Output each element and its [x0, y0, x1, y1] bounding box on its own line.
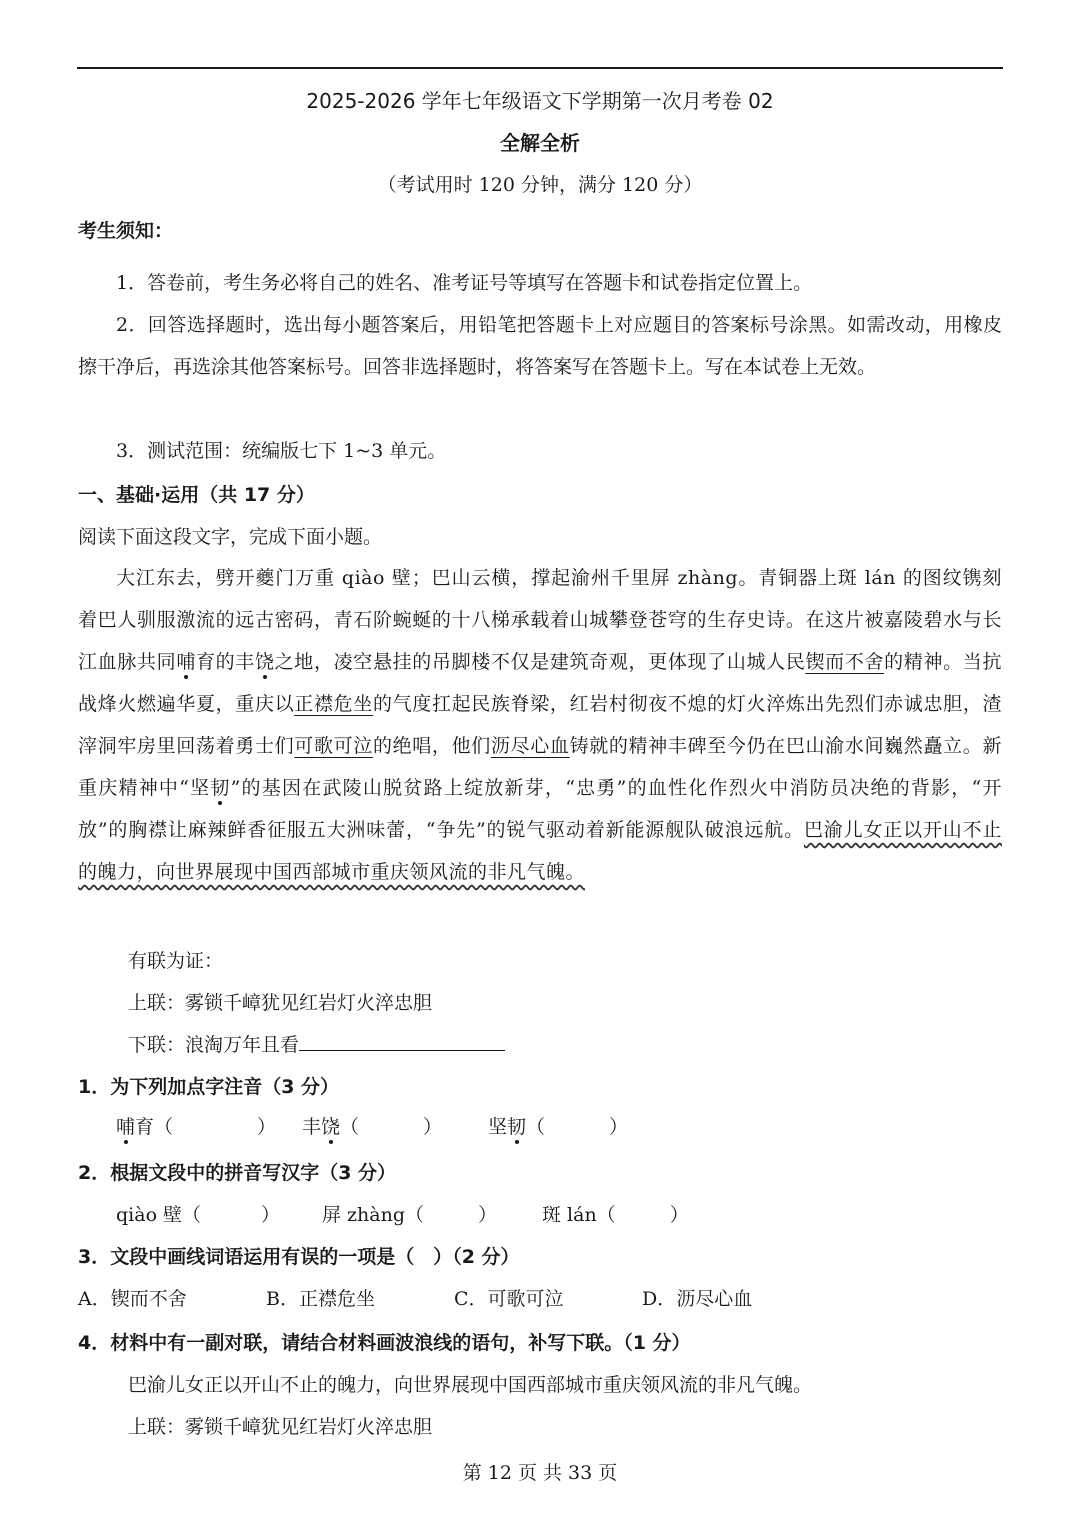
notice-item-1: 1．答卷前，考生务必将自己的姓名、准考证号等填写在答题卡和试卷指定位置上。: [116, 272, 813, 294]
dotted-char: 饶: [254, 651, 275, 673]
notice-item-3: 3．测试范围：统编版七下 1~3 单元。: [116, 440, 447, 462]
question-2-heading: 2．根据文段中的拼音写汉字（3 分）: [78, 1162, 397, 1184]
q2-item: qiào 壁（ ）: [116, 1204, 281, 1226]
couplet-upper: 上联：雾锁千嶂犹见红岩灯火淬忠胆: [128, 992, 433, 1014]
top-rule: [77, 67, 1003, 69]
q1-item: 坚韧（ ）: [488, 1116, 629, 1138]
q4-line-1: 巴渝儿女正以开山不止的魄力，向世界展现中国西部城市重庆领风流的非凡气魄。: [128, 1374, 813, 1396]
q4-line-2: 上联：雾锁千嶂犹见红岩灯火淬忠胆: [128, 1416, 433, 1438]
q1-item: 哺育（ ）: [116, 1116, 277, 1138]
q3-option-b[interactable]: B．正襟危坐: [266, 1288, 375, 1310]
section-heading: 一、基础·运用（共 17 分）: [78, 484, 315, 506]
q2-item: 屏 zhàng（ ）: [322, 1204, 498, 1226]
couplet-intro: 有联为证：: [128, 950, 224, 972]
q1-item: 丰饶（ ）: [302, 1116, 443, 1138]
page-subtitle: 全解全析: [500, 131, 580, 155]
answer-blank[interactable]: [299, 1030, 505, 1051]
exam-info: （考试用时 120 分钟，满分 120 分）: [377, 174, 703, 196]
notice-heading: 考生须知：: [78, 220, 174, 242]
page-number: 第 12 页 共 33 页: [462, 1462, 618, 1484]
question-1-heading: 1．为下列加点字注音（3 分）: [78, 1076, 340, 1098]
dotted-char: 韧: [210, 777, 231, 799]
section-instruction: 阅读下面这段文字，完成下面小题。: [78, 526, 383, 548]
q2-item: 斑 lán（ ）: [542, 1204, 689, 1226]
q3-option-d[interactable]: D．沥尽心血: [642, 1288, 753, 1310]
question-4-heading: 4．材料中有一副对联，请结合材料画波浪线的语句，补写下联。（1 分）: [78, 1332, 691, 1354]
reading-passage: 大江东去，劈开夔门万重 qiào 壁；巴山云横，撑起渝州千里屏 zhàng。青铜器上斑 lán 的图纹镌刻着巴人驯服激流的远古密码，青石阶蜿蜒的十八梯承载着山城攀登苍穹的生存史诗。在这片被嘉陵碧水与长江血脉共同哺育的丰饶之地，凌空悬挂的吊脚楼不仅是建筑奇观，更体现了山城人民锲而不舍的精神。当抗战烽火燃遍华夏，重庆以正襟危坐的气度扛起民族脊梁，红岩村彻夜不熄的灯火淬炼出先烈们赤诚忠胆，渣滓洞牢房里回荡着勇士们可歌可泣的绝唱，他们沥尽心血铸就的精神丰碑至今仍在巴山渝水间巍然矗立。新重庆精神中“坚韧”的基因在武陵山脱贫路上绽放新芽，“忠勇”的血性化作烈火中消防员决绝的背影，“开放”的胸襟让麻辣鲜香征服五大洲味蕾，“争先”的锐气驱动着新能源舰队破浪远航。巴渝儿女正以开山不止的魄力，向世界展现中国西部城市重庆领风流的非凡气魄。: [78, 567, 1002, 883]
underlined-word: 沥尽心血: [490, 735, 570, 757]
couplet-lower: 下联：浪淘万年且看: [128, 1030, 505, 1060]
q3-option-a[interactable]: A．锲而不舍: [78, 1288, 187, 1310]
q3-option-c[interactable]: C．可歌可泣: [454, 1288, 564, 1310]
dotted-char: 哺: [176, 651, 196, 673]
underlined-word: 可歌可泣: [294, 735, 373, 757]
question-3-heading: 3．文段中画线词语运用有误的一项是（ ）（2 分）: [78, 1246, 520, 1268]
underlined-word: 锲而不舍: [805, 651, 885, 673]
notice-item-2: 2．回答选择题时，选出每小题答案后，用铅笔把答题卡上对应题目的答案标号涂黑。如需改动，用橡皮擦干净后，再选涂其他答案标号。回答非选择题时，将答案写在答题卡上。写在本试卷上无效。: [78, 314, 1002, 378]
page-title: 2025-2026 学年七年级语文下学期第一次月考卷 02: [306, 89, 774, 113]
wavy-underlined-sentence: 巴渝儿女正以开山不止的魄力，向世界展现中国西部城市重庆领风流的非凡气魄。: [78, 819, 1002, 883]
underlined-word: 正襟危坐: [294, 693, 373, 715]
